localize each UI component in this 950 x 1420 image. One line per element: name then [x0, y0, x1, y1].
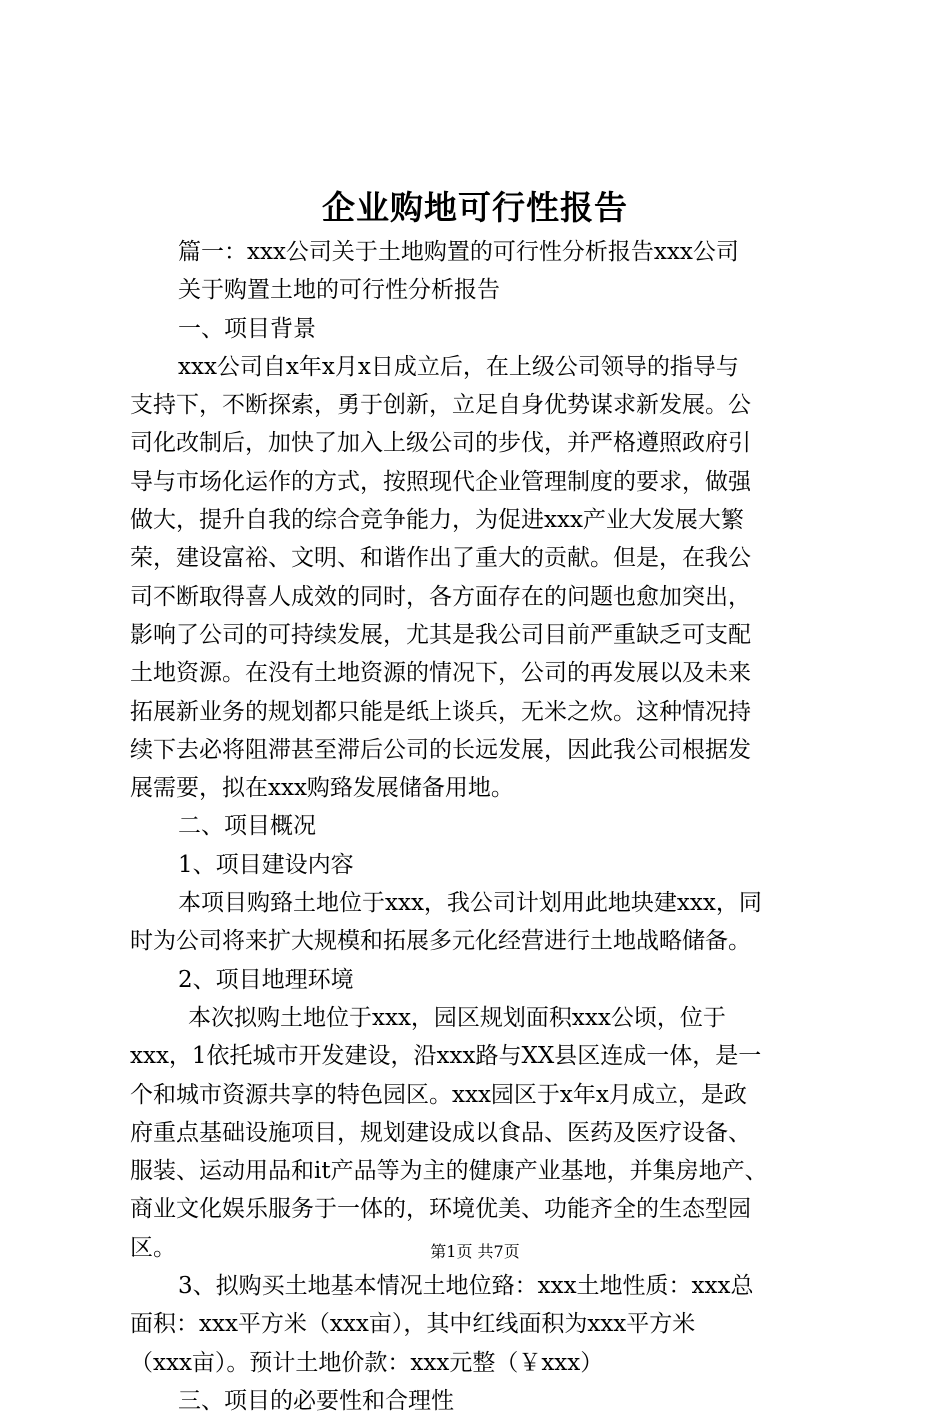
body-line: 做大，提升自我的综合竞争能力，为促进xxx产业大发展大繁 — [130, 507, 744, 534]
body-line: 司不断取得喜人成效的同时，各方面存在的问题也愈加突出， — [130, 583, 751, 610]
body-line: 司化改制后，加快了加入上级公司的步伐，并严格遵照政府引 — [130, 430, 751, 457]
body-line: 区。 — [130, 1234, 176, 1261]
body-line: 本项目购臵土地位于xxx，我公司计划用此地块建xxx，同 — [178, 890, 762, 917]
body-line: 篇一：xxx公司关于土地购置的可行性分析报告xxx公司 — [178, 239, 739, 265]
body-line: 拓展新业务的规划都只能是纸上谈兵，无米之炊。这种情况持 — [130, 698, 751, 725]
body-line: 二、项目概况 — [178, 813, 316, 840]
body-line: 三、项目的必要性和合理性 — [178, 1387, 454, 1414]
body-line: 导与市场化运作的方式，按照现代企业管理制度的要求，做强 — [130, 468, 751, 495]
body-line: 续下去必将阻滞甚至滞后公司的长远发展，因此我公司根据发 — [130, 736, 751, 763]
body-line: 土地资源。在没有土地资源的情况下，公司的再发展以及未来 — [130, 660, 751, 687]
body-line: xxx公司自x年x月x日成立后，在上级公司领导的指导与 — [178, 353, 739, 380]
body-line: 支持下，不断探索，勇于创新，立足自身优势谋求新发展。公 — [130, 392, 751, 419]
body-line: 面积：xxx平方米（xxx亩），其中红线面积为xxx平方米 — [130, 1311, 696, 1338]
body-line: 影响了公司的可持续发展，尤其是我公司目前严重缺乏可支配 — [130, 621, 751, 648]
body-line: 展需要，拟在xxx购臵发展储备用地。 — [130, 775, 514, 802]
body-line: （xxx亩）。预计土地价款：xxx元整（￥xxx） — [130, 1349, 604, 1376]
body-line: 关于购置土地的可行性分析报告 — [178, 277, 500, 304]
page-footer: 第1页 共7页 — [430, 1242, 520, 1261]
body-line: 一、项目背景 — [178, 315, 316, 342]
body-line: 商业文化娱乐服务于一体的，环境优美、功能齐全的生态型园 — [130, 1196, 751, 1223]
body-line: 2、项目地理环境 — [178, 966, 354, 993]
body-line: 荣，建设富裕、文明、和谐作出了重大的贡献。但是，在我公 — [130, 545, 751, 572]
document-title: 企业购地可行性报告 — [322, 188, 628, 227]
body-line: 本次拟购土地位于xxx，园区规划面积xxx公顷，位于 — [188, 1004, 726, 1031]
body-line: 1、项目建设内容 — [178, 851, 354, 878]
body-line: xxx，1依托城市开发建设，沿xxx路与XX县区连成一体，是一 — [130, 1043, 762, 1070]
body-line: 时为公司将来扩大规模和拓展多元化经营进行土地战略储备。 — [130, 928, 751, 955]
body-line: 服装、运动用品和it产品等为主的健康产业基地，并集房地产、 — [130, 1158, 768, 1185]
body-line: 个和城市资源共享的特色园区。xxx园区于x年x月成立，是政 — [130, 1081, 747, 1108]
body-line: 3、拟购买土地基本情况土地位臵：xxx土地性质：xxx总 — [178, 1273, 754, 1300]
body-line: 府重点基础设施项目，规划建设成以食品、医药及医疗设备、 — [130, 1119, 751, 1146]
